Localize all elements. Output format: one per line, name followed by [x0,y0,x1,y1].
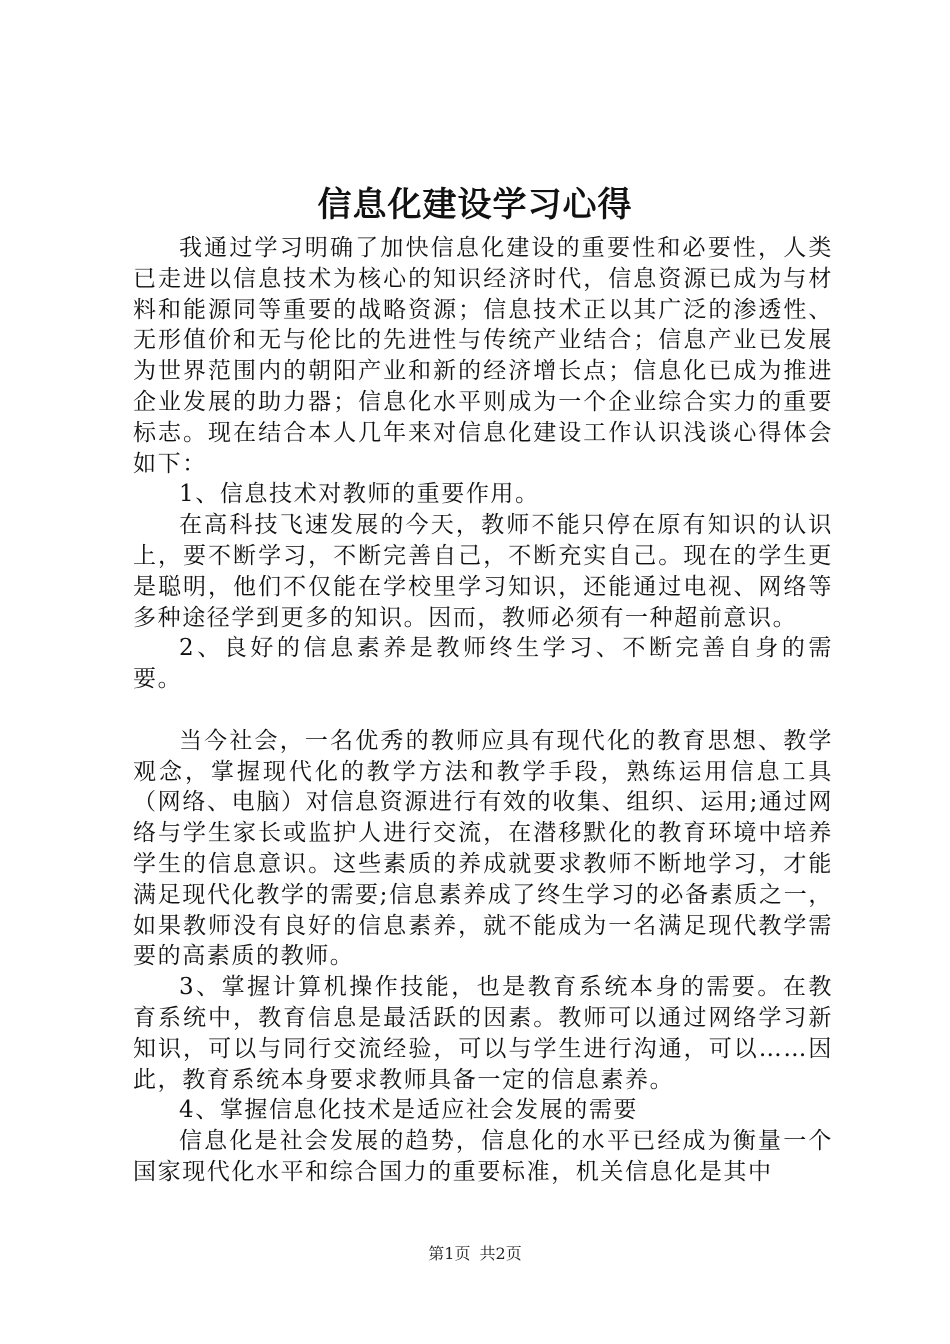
document-body [133,233,833,1188]
section-heading-1: 1、信息技术对教师的重要作用。 [179,481,540,508]
section-heading-4: 4、掌握信息化技术是适应社会发展的需要 [179,1097,639,1124]
document-title: 信息化建设学习心得 [317,185,633,225]
paragraph-section-3: 3、掌握计算机操作技能，也是教育系统本身的需要。在教育系统中，教育信息是最活跃的因素。教师可以通过网络学习新知识，可以与同行交流经验，可以与学生进行沟通，可以……因此，教育系统本身要求教师具备一定的信息素养。 [133,974,833,1093]
page-footer [0,1243,950,1265]
paragraph-section-1: 在高科技飞速发展的今天，教师不能只停在原有知识的认识上，要不断学习，不断完善自己，不断充实自己。现在的学生更是聪明，他们不仅能在学校里学习知识，还能通过电视、网络等多种途径学到更多的知识。因而，教师必须有一种超前意识。 [133,512,833,631]
paragraph-spacer [133,695,833,726]
paragraph-section-2: 当今社会，一名优秀的教师应具有现代化的教育思想、教学观念，掌握现代化的教学方法和教学手段，熟练运用信息工具（网络、电脑）对信息资源进行有效的收集、组织、运用;通过网络与学生家长或监护人进行交流，在潜移默化的教育环境中培养学生的信息意识。这些素质的养成就要求教师不断地学习，才能满足现代化教学的需要;信息素养成了终生学习的必备素质之一，如果教师没有良好的信息素养，就不能成为一名满足现代教学需要的高素质的教师。 [133,727,833,970]
section-heading-2: 2、良好的信息素养是教师终生学习、不断完善自身的需要。 [133,635,833,693]
paragraph-intro: 我通过学习明确了加快信息化建设的重要性和必要性，人类已走进以信息技术为核心的知识经济时代，信息资源已成为与材料和能源同等重要的战略资源；信息技术正以其广泛的渗透性、无形值价和无与伦比的先进性与传统产业结合；信息产业已发展为世界范围内的朝阳产业和新的经济增长点；信息化已成为推进企业发展的助力器；信息化水平则成为一个企业综合实力的重要标志。现在结合本人几年来对信息化建设工作认识浅谈心得体会如下： [133,235,833,477]
page-number: 第1页 [428,1244,471,1263]
paragraph-section-4: 信息化是社会发展的趋势，信息化的水平已经成为衡量一个国家现代化水平和综合国力的重要标准，机关信息化是其中 [133,1128,833,1185]
page-total: 共2页 [479,1244,522,1263]
